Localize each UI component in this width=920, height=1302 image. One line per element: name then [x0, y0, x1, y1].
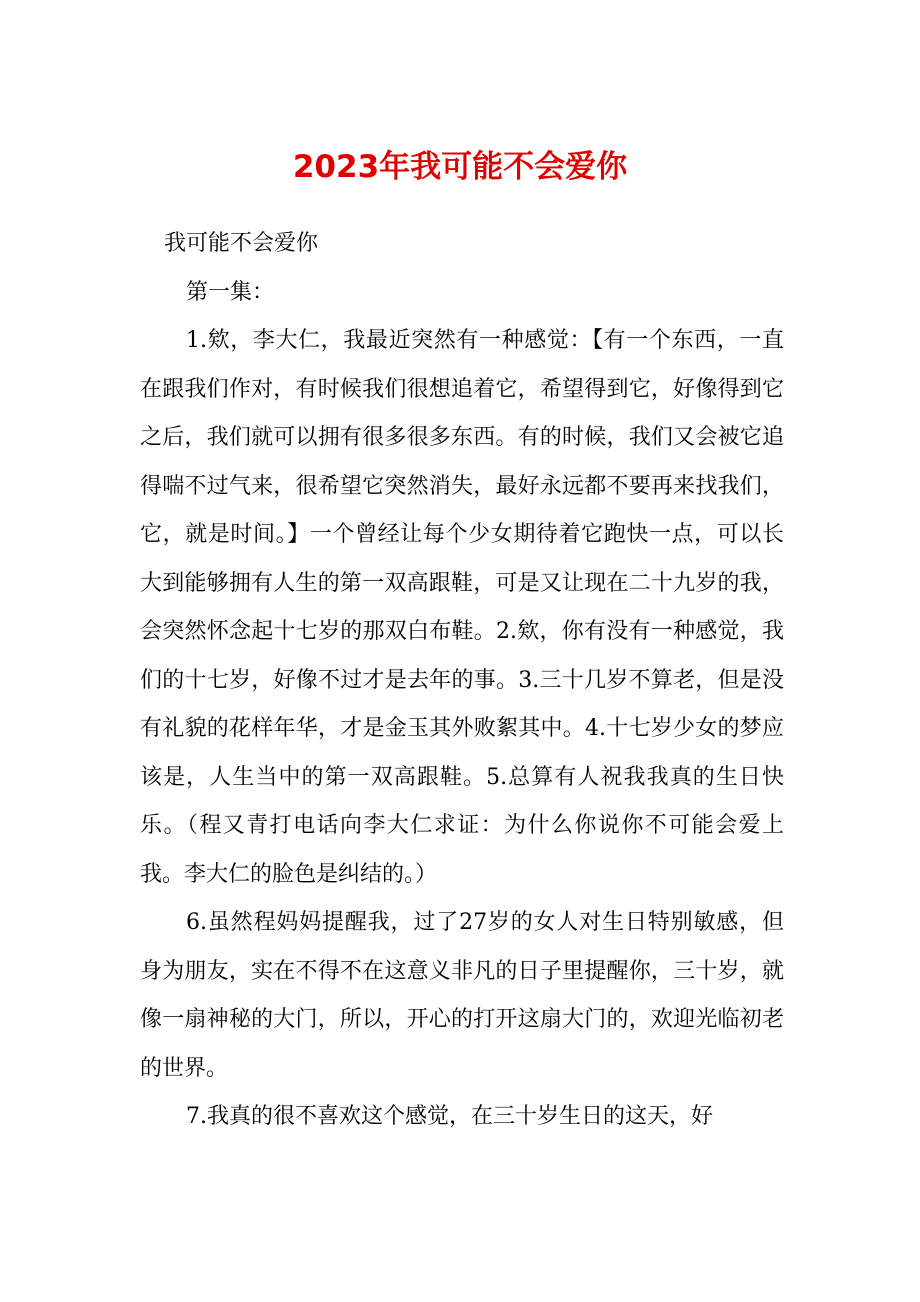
document-body: [140, 220, 784, 1142]
paragraph-quote-7: 7.我真的很不喜欢这个感觉，在三十岁生日的这天，好: [186, 1104, 713, 1129]
paragraph-episode-heading: 第一集：: [186, 279, 275, 305]
paragraph-quote-6: 6.虽然程妈妈提醒我，过了27岁的女人对生日特别敏感，但身为朋友，实在不得不在这意义非凡的日子里提醒你，三十岁，就像一扇神秘的大门，所以，开心的打开这扇大门的，欢迎光临初老的世界。: [140, 910, 784, 1081]
document-title: 2023年我可能不会爱你: [292, 149, 628, 185]
paragraph-quotes-1-5: 1.欸，李大仁，我最近突然有一种感觉：【有一个东西，一直在跟我们作对，有时候我们很想追着它，希望得到它，好像得到它之后，我们就可以拥有很多很多东西。有的时候，我们又会被它追得喘不过气来，很希望它突然消失，最好永远都不要再来找我们，它，就是时间。】一个曾经让每个少女期待着它跑快一点，可以长大到能够拥有人生的第一双高跟鞋，可是又让现在二十九岁的我，会突然怀念起十七岁的那双白布鞋。2.欸，你有没有一种感觉，我们的十七岁，好像不过才是去年的事。3.三十几岁不算老，但是没有礼貌的花样年华，才是金玉其外败絮其中。4.十七岁少女的梦应该是，人生当中的第一双高跟鞋。5.总算有人祝我我真的生日快乐。（程又青打电话向李大仁求证：为什么你说你不可能会爱上我。李大仁的脸色是纠结的。）: [140, 328, 784, 887]
paragraph-subtitle: 我可能不会爱你: [164, 231, 319, 256]
